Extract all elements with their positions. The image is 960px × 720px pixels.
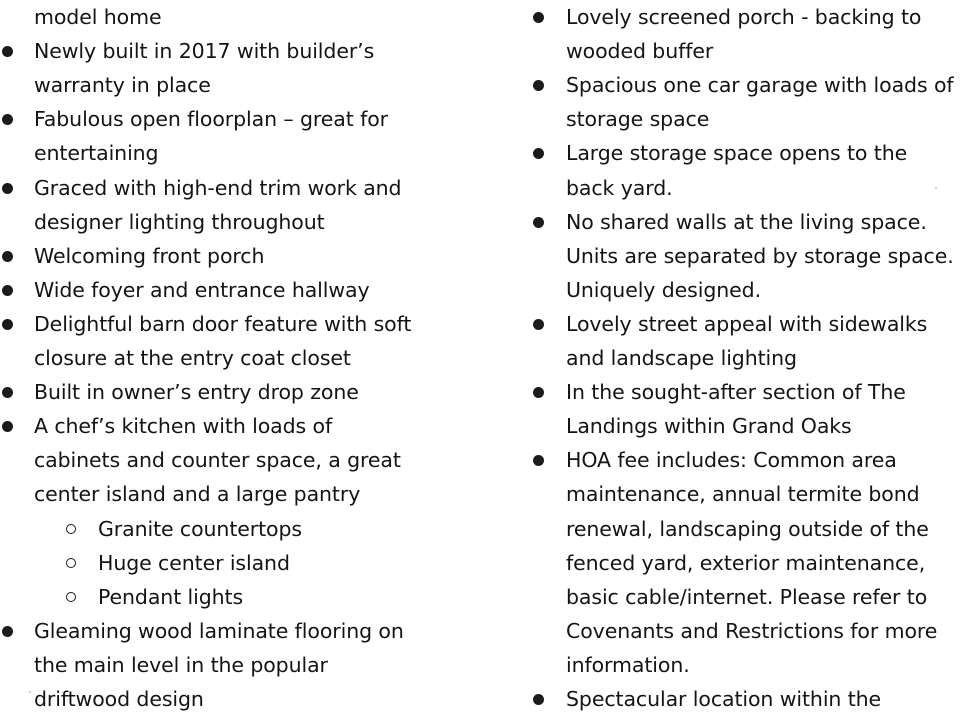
feature-text-line: fenced yard, exterior maintenance, [566,550,926,575]
bullet-dot-icon [533,148,544,159]
feature-text-line: Graced with high-end trim work and [34,175,402,200]
bullet-dot-icon [2,114,13,125]
sub-bullet-circle-icon [66,558,76,568]
bullet-dot-icon [2,319,13,330]
feature-text-line: Built in owner’s entry drop zone [34,380,359,405]
feature-text-line: closure at the entry coat closet [34,346,351,370]
feature-text-line: Lovely screened porch - backing to [566,5,922,29]
feature-text-line: warranty in place [34,73,211,98]
feature-text-line: Delightful barn door feature with soft [34,311,412,336]
feature-text-line: designer lighting throughout [34,209,325,234]
feature-text-line: model home [34,5,162,29]
feature-text-line: storage space [566,107,710,132]
feature-text-line: driftwood design [34,687,204,711]
feature-text-line: wooded buffer [566,39,714,64]
feature-text-line: Lovely street appeal with sidewalks [566,311,928,336]
bullet-dot-icon [2,285,13,296]
feature-text-line: renewal, landscaping outside of the [566,516,929,541]
sub-bullet-circle-icon [66,524,76,534]
sub-feature-text-line: Huge center island [98,550,290,575]
feature-text-line: HOA fee includes: Common area [566,448,897,473]
bullet-dot-icon [533,12,544,23]
feature-text-line: entertaining [34,141,159,166]
feature-text-line: center island and a large pantry [34,482,361,507]
bullet-dot-icon [2,183,13,194]
feature-text-line: In the sought-after section of The [566,380,906,405]
feature-text-line: Spectacular location within the [566,687,882,711]
bullet-dot-icon [2,387,13,398]
feature-text-line: Landings within Grand Oaks [566,414,852,439]
feature-text-line: the main level in the popular [34,652,328,677]
scan-speck [935,187,937,189]
feature-text-line: Uniquely designed. [566,277,762,302]
feature-text-line: Newly built in 2017 with builder’s [34,39,375,64]
feature-text-line: information. [566,652,690,677]
feature-text-line: maintenance, annual termite bond [566,482,920,507]
bullet-dot-icon [533,319,544,330]
bullet-dot-icon [2,46,13,57]
sub-feature-text-line: Pendant lights [98,584,244,609]
feature-text-line: basic cable/internet. Please refer to [566,584,928,609]
feature-text-line: No shared walls at the living space. [566,209,927,234]
feature-text-line: back yard. [566,175,673,200]
feature-text-line: Gleaming wood laminate flooring on [34,618,404,643]
sub-bullet-circle-icon [66,592,76,602]
feature-text-line: Wide foyer and entrance hallway [34,277,370,302]
feature-text-line: Units are separated by storage space. [566,243,954,268]
bullet-dot-icon [533,694,544,705]
sub-feature-text-line: Granite countertops [98,516,302,541]
feature-text-line: and landscape lighting [566,346,797,370]
feature-text-line: Covenants and Restrictions for more [566,618,938,643]
feature-text-line: A chef’s kitchen with loads of [34,414,333,439]
bullet-dot-icon [533,455,544,466]
feature-text-line: cabinets and counter space, a great [34,448,401,473]
feature-text-line: Welcoming front porch [34,243,265,268]
bullet-dot-icon [533,217,544,228]
bullet-dot-icon [533,387,544,398]
bullet-dot-icon [2,421,13,432]
feature-text-line: Fabulous open floorplan – great for [34,107,388,132]
bullet-dot-icon [2,251,13,262]
bullet-dot-icon [533,80,544,91]
scan-speck [29,691,31,693]
bullet-dot-icon [2,626,13,637]
feature-text-line: Spacious one car garage with loads of [566,73,954,98]
feature-text-line: Large storage space opens to the [566,141,908,166]
